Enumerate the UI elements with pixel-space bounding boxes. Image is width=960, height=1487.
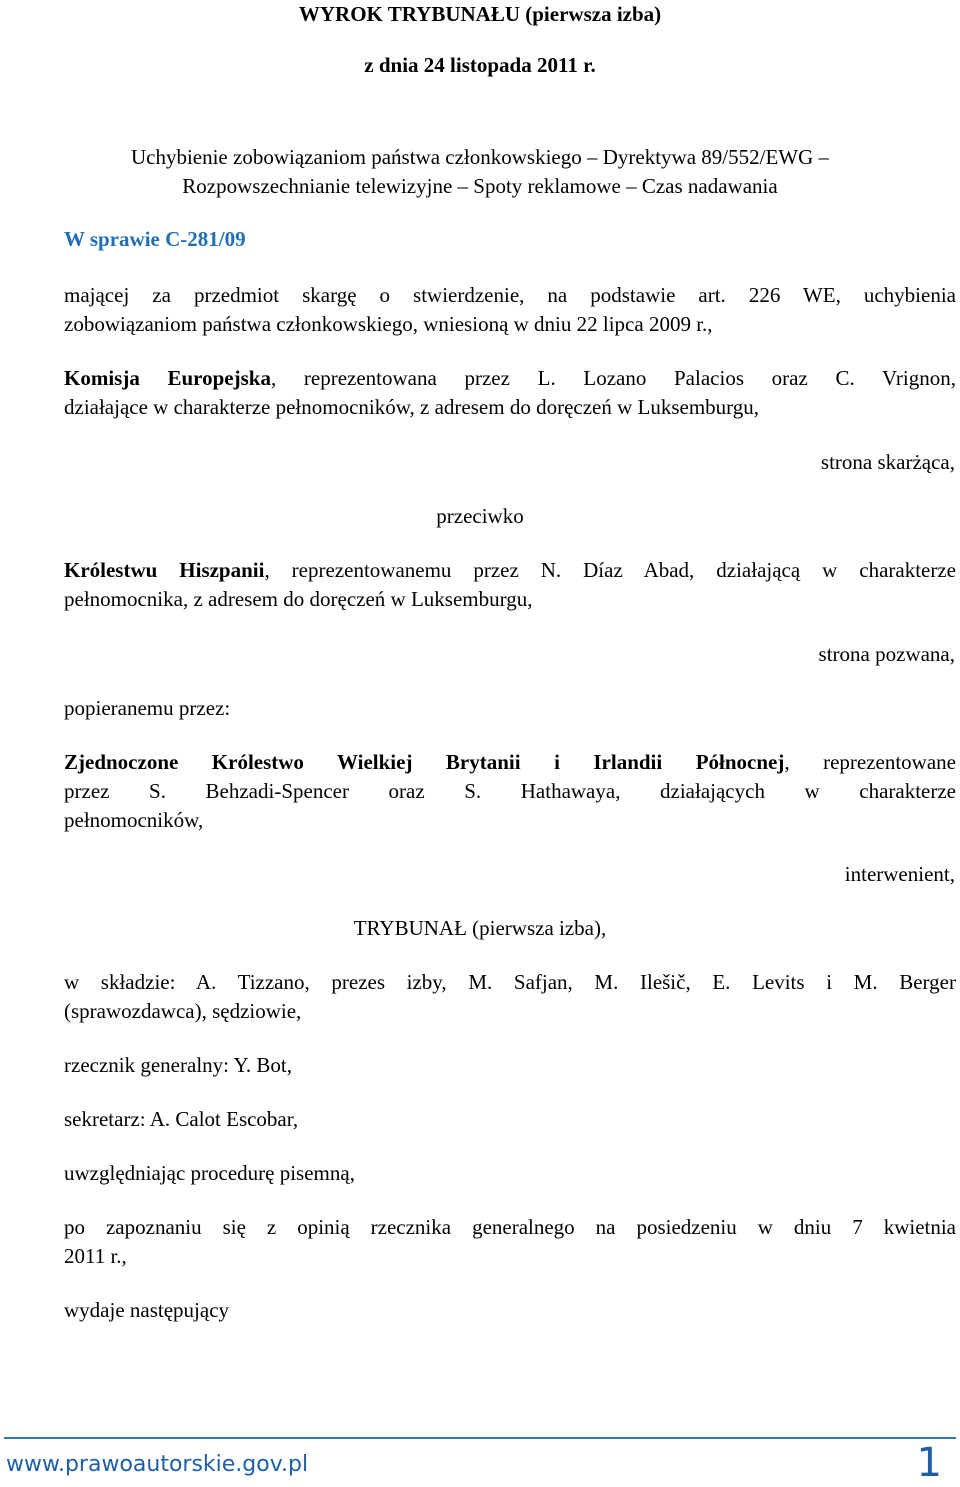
- defendant-name: Królestwu Hiszpanii: [64, 558, 265, 582]
- defendant-line-2: pełnomocnika, z adresem do doręczeń w Luksemburgu,: [64, 587, 533, 611]
- registrar: sekretarz: A. Calot Escobar,: [64, 1107, 299, 1131]
- supported-by-label: popieranemu przez:: [64, 696, 231, 720]
- written-procedure: uwzględniając procedurę pisemną,: [64, 1161, 355, 1185]
- case-heading: W sprawie C-281/09: [64, 227, 246, 251]
- page-number: 1: [916, 1440, 942, 1486]
- versus-label: przeciwko: [436, 504, 524, 528]
- advocate-general: rzecznik generalny: Y. Bot,: [64, 1053, 293, 1077]
- intervener-role: interwenient,: [844, 862, 955, 886]
- footer-url-link[interactable]: www.prawoautorskie.gov.pl: [6, 1452, 309, 1477]
- defendant-line-1: [64, 556, 956, 585]
- intervener-line-3: pełnomocników,: [64, 808, 204, 832]
- opinion-line-2: 2011 r.,: [64, 1244, 127, 1268]
- composition-line-1: w składzie: A. Tizzano, prezes izby, M. Safjan, M. Ilešič, E. Levits i M. Berger: [64, 970, 956, 994]
- applicant-line-1: [64, 364, 956, 393]
- intervener-line-2: przez S. Behzadi-Spencer oraz S. Hathawaya, działających w charakterze: [64, 779, 956, 803]
- subject-line-2: zobowiązaniom państwa członkowskiego, wniesioną w dniu 22 lipca 2009 r.,: [64, 312, 713, 336]
- applicant-name: Komisja Europejska: [64, 366, 271, 390]
- keywords-line-1: Uchybienie zobowiązaniom państwa członkowskiego – Dyrektywa 89/552/EWG –: [130, 145, 830, 169]
- intervener-line-1: [64, 748, 956, 777]
- defendant-representation: , reprezentowanemu przez N. Díaz Abad, działającą w charakterze: [264, 558, 956, 582]
- judgment-title: WYROK TRYBUNAŁU (pierwsza izba): [298, 2, 662, 26]
- intervener-representation: , reprezentowane: [784, 750, 956, 774]
- subject-line-1: mającej za przedmiot skargę o stwierdzenie, na podstawie art. 226 WE, uchybienia: [64, 283, 956, 307]
- judgment-date: z dnia 24 listopada 2011 r.: [364, 53, 596, 77]
- applicant-representation: , reprezentowana przez L. Lozano Palacios oraz C. Vrignon,: [270, 366, 956, 390]
- court-label: TRYBUNAŁ (pierwsza izba),: [353, 916, 607, 940]
- intervener-name: Zjednoczone Królestwo Wielkiej Brytanii i Irlandii Północnej: [64, 750, 785, 774]
- footer-divider: [4, 1437, 956, 1439]
- applicant-line-2: działające w charakterze pełnomocników, z adresem do doręczeń w Luksemburgu,: [64, 395, 760, 419]
- keywords-line-2: Rozpowszechnianie telewizyjne – Spoty reklamowe – Czas nadawania: [182, 174, 778, 198]
- composition-line-2: (sprawozdawca), sędziowie,: [64, 999, 302, 1023]
- defendant-role: strona pozwana,: [818, 642, 955, 666]
- opinion-line-1: po zapoznaniu się z opinią rzecznika generalnego na posiedzeniu w dniu 7 kwietnia: [64, 1215, 956, 1239]
- closing-phrase: wydaje następujący: [64, 1298, 230, 1322]
- applicant-role: strona skarżąca,: [820, 450, 955, 474]
